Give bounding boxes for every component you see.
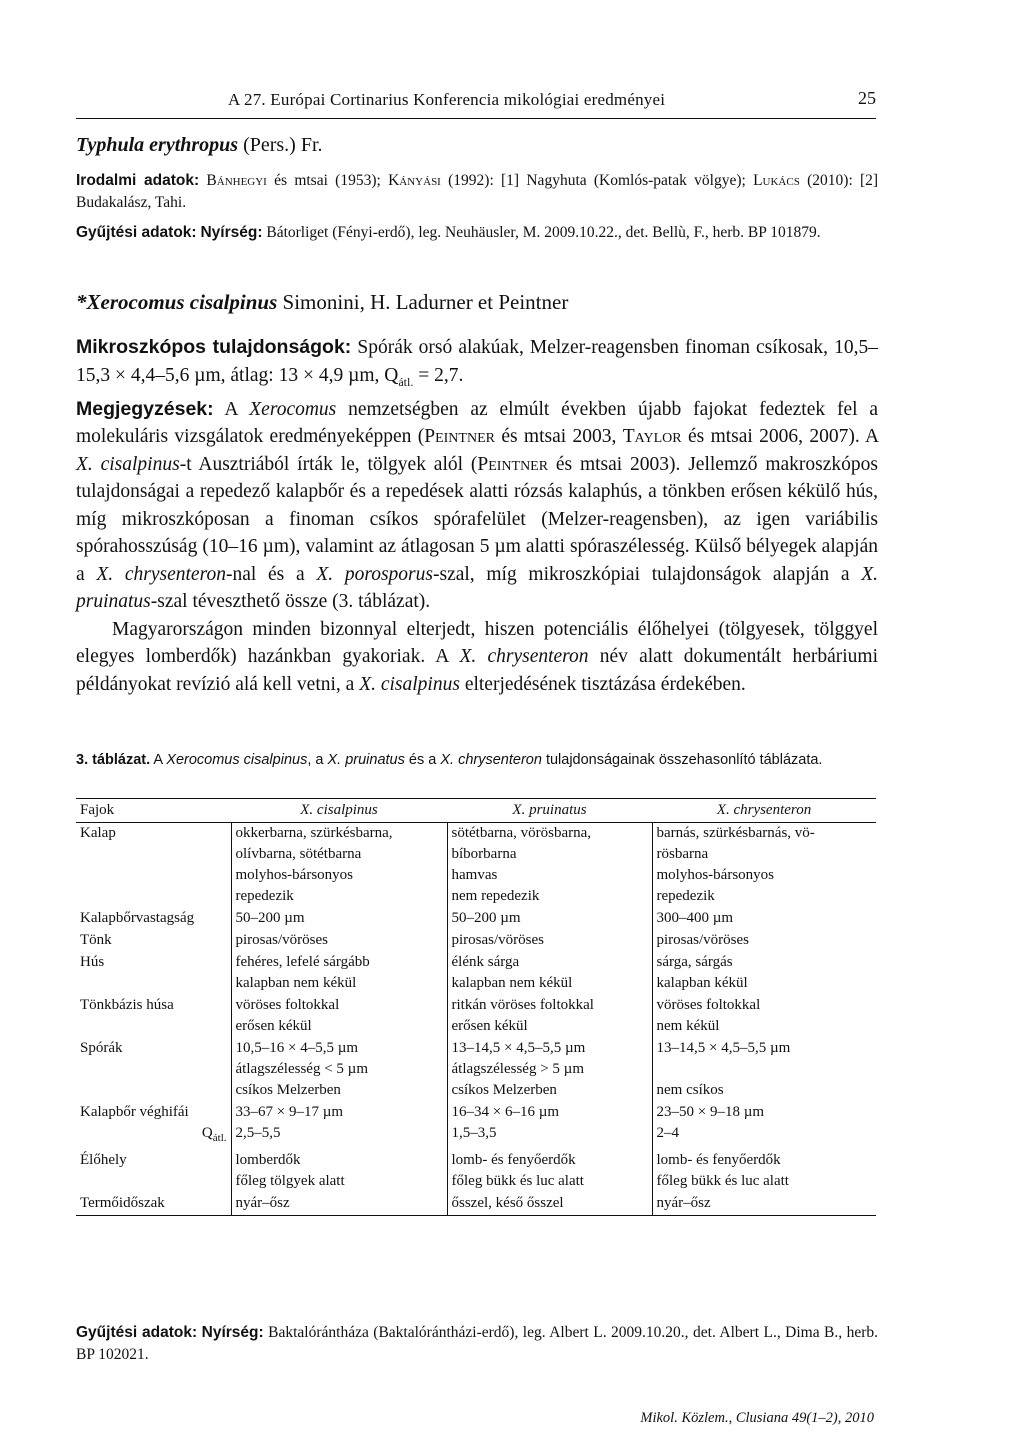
cell-line: nem csíkos bbox=[656, 1082, 724, 1098]
cell-line: erősen kékül bbox=[451, 1018, 528, 1034]
text: A bbox=[224, 398, 238, 420]
row-label bbox=[76, 1193, 231, 1216]
cell-line: kalapban kékül bbox=[656, 975, 748, 991]
cell-line: kalapban nem kékül bbox=[451, 975, 573, 991]
header-chrysenteron: X. chrysenteron bbox=[652, 799, 876, 823]
row-label-line: Kalapbőr véghifái bbox=[80, 1104, 189, 1120]
cell-line: hamvas bbox=[451, 867, 498, 883]
row-label bbox=[76, 908, 231, 930]
table-row bbox=[76, 930, 876, 952]
cell-line: barnás, szürkésbarnás, vö- bbox=[656, 825, 815, 841]
cell-line: 10,5–16 × 4–5,5 µm bbox=[235, 1040, 359, 1056]
cell-c1 bbox=[231, 1193, 447, 1216]
cell-line: ritkán vöröses foltokkal bbox=[451, 997, 594, 1013]
cell-c1 bbox=[231, 930, 447, 952]
cell-line: lomberdők bbox=[235, 1152, 301, 1168]
text: és mtsai 2003). Jellemző makroszkópos tulajdonságai a repedező kalapbőr és a repedések alatti rózsás kalaphús, a tönkben erősen kékülő hús, míg mikroszkóposan a finoman csíkos spórafelület (Melzer-reagensben), az igen variábilis spórahosszúság (10–16 µm), valamint az átlagosan 5 µm alatti spóraszélesség. Külső bélyegek alapján a bbox=[76, 453, 878, 585]
row-label bbox=[76, 823, 231, 909]
cell-line: 13–14,5 × 4,5–5,5 µm bbox=[656, 1040, 791, 1056]
cell-c2 bbox=[447, 995, 652, 1038]
cell-c2 bbox=[447, 1150, 652, 1193]
q-subscript: átl. bbox=[398, 374, 414, 389]
xerocomus-author: Simonini, H. Ladurner et Peintner bbox=[282, 290, 569, 314]
cell-line: nyár–ősz bbox=[656, 1195, 711, 1211]
text: Magyarországon minden bizonnyal elterjedt, hiszen potenciális élőhelyei (tölgyesek, tölggyel elegyes lomberdők) hazánkban gyakoriak. A bbox=[76, 618, 878, 668]
table-row bbox=[76, 1038, 876, 1102]
literature-text: (2010): [2] Budakalász, Tahi. bbox=[76, 172, 879, 211]
table-row bbox=[76, 952, 876, 995]
collection-place: Nyírség: bbox=[200, 224, 263, 241]
cell-line: 50–200 µm bbox=[451, 910, 521, 926]
cell-line: 13–14,5 × 4,5–5,5 µm bbox=[451, 1040, 586, 1056]
row-label-line: Kalapbőrvastagság bbox=[80, 910, 195, 926]
cell-line: repedezik bbox=[656, 888, 715, 904]
xerocomus-name: *Xerocomus cisalpinus bbox=[76, 290, 278, 314]
genus-name: Xerocomus bbox=[249, 398, 337, 420]
remarks-paragraph-1 bbox=[76, 396, 878, 616]
author-banhegyi: Bánhegyi bbox=[206, 172, 267, 189]
author-name: Peintner bbox=[477, 453, 549, 475]
row-label-line: Termőidőszak bbox=[80, 1195, 165, 1211]
microscopic-label: Mikroszkópos tulajdonságok: bbox=[76, 336, 352, 358]
caption-text: tulajdonságainak összehasonlító táblázata. bbox=[545, 752, 823, 768]
cell-c1 bbox=[231, 1150, 447, 1193]
cell-line: 16–34 × 6–16 µm bbox=[451, 1104, 560, 1120]
cell-line: lomb- és fenyőerdők bbox=[451, 1152, 576, 1168]
species-name: X. chrysenteron bbox=[459, 646, 589, 668]
cell-line: olívbarna, sötétbarna bbox=[235, 846, 362, 862]
row-label-line: Hús bbox=[80, 954, 105, 970]
caption-text: és a bbox=[408, 752, 437, 768]
cell-line: 2–4 bbox=[656, 1125, 679, 1141]
collection-text: Baktalórántháza (Baktalórántházi-erdő), leg. Albert L. 2009.10.20., det. Albert L., Dima B., herb. BP 102021. bbox=[76, 1324, 879, 1363]
table-row bbox=[76, 995, 876, 1038]
cell-line: erősen kékül bbox=[235, 1018, 312, 1034]
row-label bbox=[76, 952, 231, 995]
cell-line: molyhos-bársonyos bbox=[656, 867, 774, 883]
table-caption bbox=[76, 750, 876, 770]
remarks-paragraph-2 bbox=[76, 616, 878, 699]
cell-c2 bbox=[447, 930, 652, 952]
cell-line: csíkos Melzerben bbox=[451, 1082, 557, 1098]
table-row bbox=[76, 1102, 876, 1150]
table-header-row bbox=[76, 799, 876, 823]
text: elterjedésének tisztázása érdekében. bbox=[464, 673, 746, 695]
caption-label: 3. táblázat. bbox=[76, 752, 151, 768]
header-title: A 27. Európai Cortinarius Konferencia mikológiai eredményei bbox=[228, 90, 666, 109]
cell-c2 bbox=[447, 908, 652, 930]
collection-2 bbox=[76, 1322, 878, 1366]
author-name: Peintner bbox=[424, 426, 495, 448]
cell-c3 bbox=[652, 930, 876, 952]
row-label bbox=[76, 1102, 231, 1150]
cell-c2 bbox=[447, 823, 652, 909]
cell-c3 bbox=[652, 823, 876, 909]
cell-line: élénk sárga bbox=[451, 954, 520, 970]
cell-c1 bbox=[231, 823, 447, 909]
author-name: Taylor bbox=[622, 426, 682, 448]
literature-label: Irodalmi adatok: bbox=[76, 172, 200, 189]
text: -szal téveszthető össze (3. táblázat). bbox=[150, 591, 431, 613]
cell-c3 bbox=[652, 1150, 876, 1193]
typhula-heading bbox=[76, 134, 323, 157]
species-name: X. chrysenteron bbox=[96, 563, 226, 585]
cell-line: 300–400 µm bbox=[656, 910, 734, 926]
cell-line: nyár–ősz bbox=[235, 1195, 290, 1211]
cell-c1 bbox=[231, 1102, 447, 1150]
author-kanyasi: Kányási bbox=[388, 172, 441, 189]
cell-line: 2,5–5,5 bbox=[235, 1125, 281, 1141]
text: -nal és a bbox=[225, 563, 305, 585]
text: és mtsai 2003, bbox=[501, 426, 617, 448]
cell-line: 50–200 µm bbox=[235, 910, 305, 926]
cell-line: okkerbarna, szürkésbarna, bbox=[235, 825, 393, 841]
species-name: X. pruinatus bbox=[76, 563, 879, 613]
cell-c3 bbox=[652, 1038, 876, 1102]
cell-c1 bbox=[231, 908, 447, 930]
row-label-line: Tönk bbox=[80, 932, 112, 948]
species-name: X. porosporus bbox=[316, 563, 433, 585]
caption-text: A bbox=[153, 752, 163, 768]
cell-c3 bbox=[652, 952, 876, 995]
cell-line: átlagszélesség < 5 µm bbox=[235, 1061, 368, 1077]
cell-line: nem repedezik bbox=[451, 888, 540, 904]
cell-c3 bbox=[652, 1193, 876, 1216]
cell-line: 23–50 × 9–18 µm bbox=[656, 1104, 765, 1120]
text: -szal, míg mikroszkópiai tulajdonságok alapján a bbox=[432, 563, 850, 585]
text: nemzetségben az elmúlt években újabb fajokat fedeztek fel a molekuláris vizsgálatok eredményeképpen ( bbox=[76, 398, 878, 448]
page-number: 25 bbox=[858, 88, 876, 108]
cell-c2 bbox=[447, 1102, 652, 1150]
text: név alatt dokumentált herbáriumi példányokat revízió alá kell vetni, a bbox=[76, 646, 879, 695]
literature-text: (1992): [1] Nagyhuta (Komlós-patak völgye); bbox=[448, 172, 746, 189]
microscopic-paragraph bbox=[76, 334, 878, 396]
table-row bbox=[76, 1193, 876, 1216]
cell-line: főleg bükk és luc alatt bbox=[656, 1173, 789, 1189]
cell-c1 bbox=[231, 995, 447, 1038]
row-label-line: Élőhely bbox=[80, 1152, 127, 1168]
row-label bbox=[76, 930, 231, 952]
table-row bbox=[76, 908, 876, 930]
microscopic-text-end: = 2,7. bbox=[413, 364, 464, 386]
table-row bbox=[76, 823, 876, 909]
cell-line: pirosas/vöröses bbox=[656, 932, 749, 948]
row-label bbox=[76, 1038, 231, 1102]
typhula-author: (Pers.) Fr. bbox=[243, 134, 323, 156]
cell-line: főleg bükk és luc alatt bbox=[451, 1173, 584, 1189]
cell-line: repedezik bbox=[235, 888, 294, 904]
cell-line: fehéres, lefelé sárgább bbox=[235, 954, 370, 970]
cell-line: rösbarna bbox=[656, 846, 709, 862]
cell-line: sárga, sárgás bbox=[656, 954, 733, 970]
q-subscript: átl. bbox=[212, 1132, 227, 1144]
cell-c2 bbox=[447, 1193, 652, 1216]
header-fajok: Fajok bbox=[76, 799, 231, 823]
cell-line: csíkos Melzerben bbox=[235, 1082, 341, 1098]
literature-text: és mtsai (1953); bbox=[274, 172, 381, 189]
cell-line: átlagszélesség > 5 µm bbox=[451, 1061, 584, 1077]
comparison-table bbox=[76, 798, 876, 1216]
row-label bbox=[76, 1150, 231, 1193]
cell-line: 1,5–3,5 bbox=[451, 1125, 497, 1141]
caption-text: , a bbox=[307, 752, 324, 768]
header-pruinatus: X. pruinatus bbox=[447, 799, 652, 823]
species-name: X. cisalpinus bbox=[359, 673, 460, 695]
cell-line: bíborbarna bbox=[451, 846, 517, 862]
typhula-literature bbox=[76, 170, 878, 214]
typhula-collection bbox=[76, 222, 878, 244]
microscopic-text: Spórák orsó alakúak, Melzer-reagensben finoman csíkosak, 10,5–15,3 × 4,4–5,6 µm, átlag: 13 × 4,9 µm, Q bbox=[76, 337, 878, 386]
cell-c3 bbox=[652, 1102, 876, 1150]
cell-line: főleg tölgyek alatt bbox=[235, 1173, 345, 1189]
cell-line: vöröses foltokkal bbox=[235, 997, 340, 1013]
header-cisalpinus: X. cisalpinus bbox=[231, 799, 447, 823]
collection-label: Gyűjtési adatok: bbox=[76, 224, 197, 241]
row-label bbox=[76, 995, 231, 1038]
collection-label: Gyűjtési adatok: bbox=[76, 1324, 198, 1341]
collection-place: Nyírség: bbox=[201, 1324, 264, 1341]
journal-footer: Mikol. Közlem., Clusiana 49(1–2), 2010 bbox=[640, 1410, 874, 1426]
species-name: X. cisalpinus bbox=[76, 453, 180, 475]
cell-line: 33–67 × 9–17 µm bbox=[235, 1104, 344, 1120]
cell-line bbox=[657, 1059, 873, 1080]
caption-species: X. pruinatus bbox=[327, 752, 405, 768]
xerocomus-heading bbox=[76, 290, 568, 315]
text: és mtsai 2006, 2007). A bbox=[687, 426, 879, 448]
cell-c1 bbox=[231, 952, 447, 995]
collection-text: Bátorliget (Fényi-erdő), leg. Neuhäusler, M. 2009.10.22., det. Bellù, F., herb. BP 101879. bbox=[266, 224, 821, 241]
cell-line: ősszel, késő ősszel bbox=[451, 1195, 564, 1211]
cell-line: pirosas/vöröses bbox=[451, 932, 544, 948]
cell-line: lomb- és fenyőerdők bbox=[656, 1152, 781, 1168]
cell-c1 bbox=[231, 1038, 447, 1102]
running-header bbox=[76, 88, 876, 119]
text: -t Ausztriából írták le, tölgyek alól ( bbox=[179, 453, 478, 475]
row-label-line: Q bbox=[201, 1125, 213, 1141]
row-label-line: Spórák bbox=[80, 1040, 123, 1056]
caption-species: X. chrysenteron bbox=[440, 752, 542, 768]
caption-species: Xerocomus cisalpinus bbox=[166, 752, 308, 768]
cell-line: kalapban nem kékül bbox=[235, 975, 357, 991]
cell-c3 bbox=[652, 995, 876, 1038]
remarks-label: Megjegyzések: bbox=[76, 397, 214, 420]
cell-line: nem kékül bbox=[656, 1018, 720, 1034]
table-row bbox=[76, 1150, 876, 1193]
cell-line: sötétbarna, vörösbarna, bbox=[451, 825, 592, 841]
row-label-line: Tönkbázis húsa bbox=[80, 997, 174, 1013]
xerocomus-body bbox=[76, 334, 878, 698]
typhula-name: Typhula erythropus bbox=[76, 134, 239, 156]
cell-c2 bbox=[447, 1038, 652, 1102]
row-label-line: Kalap bbox=[80, 825, 116, 841]
author-lukacs: Lukács bbox=[753, 172, 800, 189]
cell-line: vöröses foltokkal bbox=[656, 997, 761, 1013]
row-label-q bbox=[80, 1123, 227, 1149]
cell-line: molyhos-bársonyos bbox=[235, 867, 353, 883]
cell-c3 bbox=[652, 908, 876, 930]
cell-line: pirosas/vöröses bbox=[235, 932, 328, 948]
cell-c2 bbox=[447, 952, 652, 995]
